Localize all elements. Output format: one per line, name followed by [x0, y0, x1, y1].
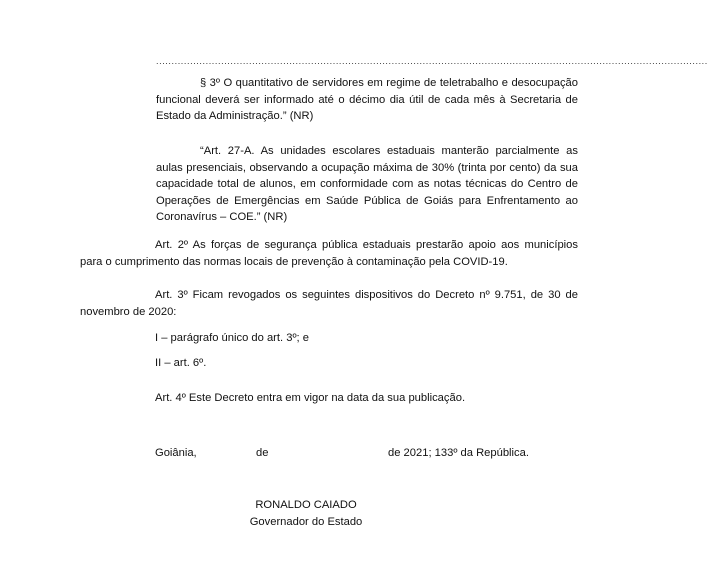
article-2: [80, 237, 578, 270]
article-4: Art. 4º Este Decreto entra em vigor na data da sua publicação.: [155, 392, 466, 404]
closing-de: de: [256, 447, 269, 459]
ellipsis-line: ..................................................................................................................................................................................: [156, 56, 708, 66]
closing-line: [155, 445, 555, 462]
paragraph-3-text: § 3º O quantitativo de servidores em regime de teletrabalho e desocupação funcional deverá ser informado até o décimo dia útil de cada mês à Secretaria de Estado da Administração.” (NR): [156, 77, 578, 122]
closing-city: Goiânia,: [155, 447, 197, 459]
article-3: [80, 287, 578, 320]
paragraph-3: [156, 75, 578, 125]
inciso-1: I – parágrafo único do art. 3º; e: [155, 332, 309, 344]
signature-block: [200, 497, 412, 530]
article-3-text: Art. 3º Ficam revogados os seguintes dispositivos do Decreto nº 9.751, de 30 de novembro de 2020:: [80, 289, 578, 318]
article-27a-text: “Art. 27-A. As unidades escolares estaduais manterão parcialmente as aulas presenciais, observando a ocupação máxima de 30% (trinta por cento) da sua capacidade total de alunos, em conformidade com as notas técnicas do Centro de Operações de Emergências em Saúde Pública de Goiás para Enfrentamento ao Coronavírus – COE.” (NR): [156, 145, 578, 223]
signatory-title: Governador do Estado: [249, 515, 363, 528]
article-2-text: Art. 2º As forças de segurança pública estaduais prestarão apoio aos municípios para o cumprimento das normas locais de prevenção à contaminação pela COVID-19.: [80, 239, 578, 268]
article-27a: [156, 143, 578, 226]
inciso-2: II – art. 6º.: [155, 357, 207, 369]
signatory-name: RONALDO CAIADO: [255, 499, 357, 511]
closing-year: de 2021; 133º da República.: [388, 447, 529, 459]
